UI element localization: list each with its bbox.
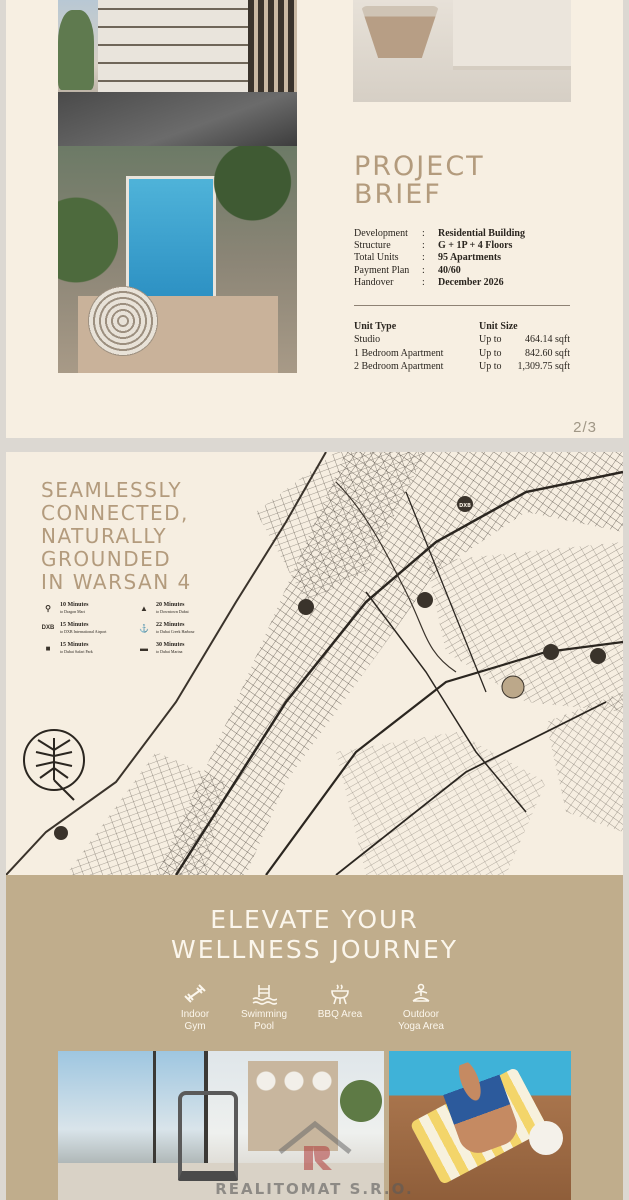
map-pin-anchor <box>417 592 433 608</box>
divider <box>354 305 570 306</box>
svg-text:DXB: DXB <box>459 503 471 509</box>
dxb-icon: DXB <box>41 625 55 631</box>
indoor-gym-photo <box>58 1051 384 1200</box>
interior-lounge-photo <box>353 0 571 102</box>
detail-row: Total Units : 95 Apartments <box>354 252 502 264</box>
page-number: 2/3 <box>573 419 597 436</box>
location-page <box>6 452 623 1200</box>
legend-item: ▬ 30 Minutes to Dubai Marina <box>136 642 185 654</box>
map-pin-safari <box>590 648 606 664</box>
bbq-icon <box>327 983 353 1005</box>
unit-table-header: Unit Type Unit Size <box>354 320 518 332</box>
legend-item: DXB 15 Minutes to DXB International Airport <box>41 622 107 634</box>
tower-icon: ▲ <box>140 603 148 613</box>
yoga-icon <box>408 983 434 1005</box>
project-details-table <box>354 227 525 289</box>
amenity-swimming-pool: Swimming Pool <box>224 983 304 1033</box>
detail-row: Payment Plan : 40/60 <box>354 264 461 276</box>
yacht-icon: ▬ <box>140 643 148 653</box>
amenity-outdoor-yoga: Outdoor Yoga Area <box>381 983 461 1033</box>
wellness-section <box>6 875 623 1200</box>
rooftop-pool-photo <box>58 146 297 373</box>
safari-icon: ■ <box>45 643 51 653</box>
map-pin-project <box>502 676 524 698</box>
project-brief-title: PROJECT BRIEF <box>354 151 485 210</box>
amenity-indoor-gym: Indoor Gym <box>155 983 235 1033</box>
location-pin-icon: ⚲ <box>45 603 51 613</box>
unit-row: 1 Bedroom Apartment Up to 842.60 sqft <box>354 347 570 359</box>
detail-row: Development : Residential Building <box>354 227 525 239</box>
unit-row: Studio Up to 464.14 sqft <box>354 334 570 346</box>
unit-size-table <box>354 319 570 374</box>
wellness-title: ELEVATE YOUR WELLNESS JOURNEY <box>170 905 459 964</box>
building-exterior-photo <box>58 0 297 146</box>
poolside-lounger-photo <box>389 1051 571 1200</box>
anchor-icon: ⚓ <box>139 623 149 633</box>
legend-item: ▲ 20 Minutes to Downtown Dubai <box>136 602 189 614</box>
map-pin-yacht <box>54 826 68 840</box>
pool-icon <box>251 983 277 1005</box>
map-pin-location <box>543 644 559 660</box>
dxb-map-pin <box>457 496 473 512</box>
dumbbell-icon <box>182 983 208 1005</box>
detail-row: Handover : December 2026 <box>354 277 504 289</box>
legend-item: ■ 15 Minutes to Dubai Safari Park <box>40 642 93 654</box>
detail-row: Structure : G + 1P + 4 Floors <box>354 240 513 252</box>
map-section-title: SEAMLESSLY CONNECTED, NATURALLY GROUNDED IN WARSAN 4 <box>41 478 192 594</box>
unit-row: 2 Bedroom Apartment Up to 1,309.75 sqft <box>354 361 570 373</box>
map-pin-tower <box>298 599 314 615</box>
amenity-bbq-area: BBQ Area <box>300 983 380 1021</box>
watermark-text: REALITOMAT S.R.O. <box>215 1180 414 1198</box>
project-brief-page <box>6 0 623 438</box>
legend-item: ⚲ 10 Minutes to Dragon Mart <box>40 602 89 614</box>
legend-item: ⚓ 22 Minutes to Dubai Creek Harbour <box>136 622 195 634</box>
